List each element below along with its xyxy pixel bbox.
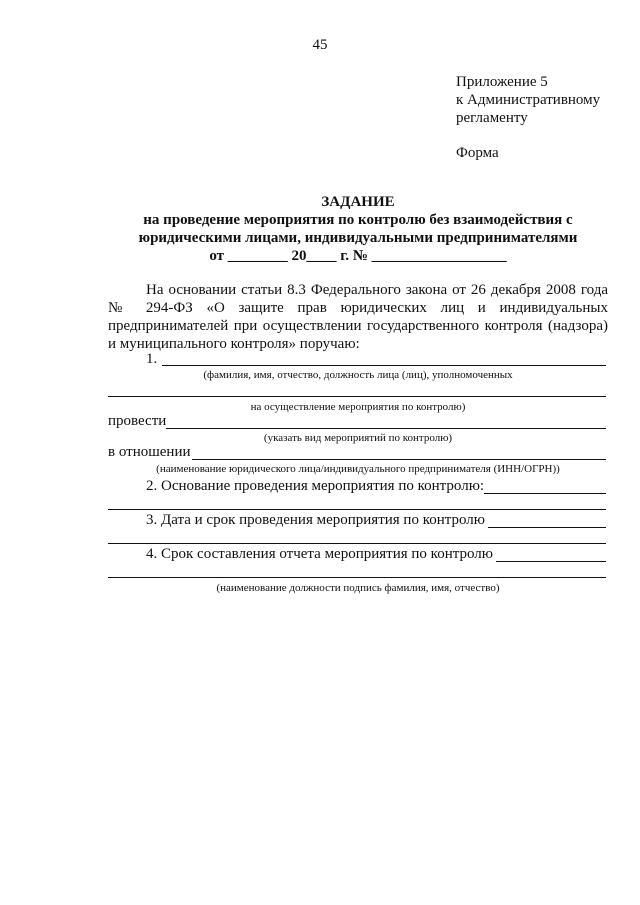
- item-2-label: 2. Основание проведения мероприятия по контролю:: [146, 478, 485, 494]
- item-1-field[interactable]: [162, 365, 606, 366]
- title-line-3: юридическими лицами, индивидуальными предпринимателями: [138, 230, 578, 246]
- basis-line-2: № 294-ФЗ «О защите прав юридических лиц и индивидуальных: [108, 300, 608, 316]
- item-4-label: 4. Срок составления отчета мероприятия по контролю: [146, 546, 493, 562]
- regarding-label: в отношении: [108, 444, 191, 460]
- conduct-label: провести: [108, 413, 167, 429]
- regarding-field[interactable]: [192, 459, 606, 460]
- conduct-field[interactable]: [166, 428, 606, 429]
- basis-line-3: предпринимателей при осуществлении государственного контроля (надзора): [108, 318, 608, 334]
- item-1-hint-3: (указать вид мероприятий по контролю): [263, 432, 453, 444]
- title-line-2: на проведение мероприятия по контролю без взаимодействия с: [143, 212, 573, 228]
- item-4-field[interactable]: [496, 561, 606, 562]
- item-2-field[interactable]: [484, 493, 606, 494]
- item-1-hint-1: (фамилия, имя, отчество, должность лица (лиц), уполномоченных: [203, 369, 513, 381]
- appendix-line-1: Приложение 5: [456, 74, 548, 90]
- item-1-field-2[interactable]: [108, 396, 606, 397]
- item-1-hint-2: на осуществление мероприятия по контролю): [250, 401, 466, 413]
- title-line-4: от ________ 20____ г. № __________________: [209, 248, 507, 264]
- title-line-1: ЗАДАНИЕ: [321, 194, 395, 210]
- basis-line-4: и муниципального контроля» поручаю:: [108, 336, 360, 352]
- appendix-line-3: регламенту: [456, 110, 528, 126]
- item-1-hint-4: (наименование юридического лица/индивидуального предпринимателя (ИНН/ОГРН)): [156, 463, 560, 475]
- item-2-field-2[interactable]: [108, 509, 606, 510]
- item-3-field-2[interactable]: [108, 543, 606, 544]
- appendix-line-2: к Административному: [456, 92, 601, 108]
- signature-field[interactable]: [108, 577, 606, 578]
- signature-hint: (наименование должности подпись фамилия, имя, отчество): [216, 582, 500, 594]
- page-number: 45: [312, 37, 328, 53]
- form-label: Форма: [456, 145, 499, 161]
- item-3-field[interactable]: [488, 527, 606, 528]
- item-1-number: 1.: [146, 351, 158, 367]
- document-title: [108, 193, 608, 265]
- basis-line-1: На основании статьи 8.3 Федерального закона от 26 декабря 2008 года: [146, 282, 608, 298]
- item-3-label: 3. Дата и срок проведения мероприятия по контролю: [146, 512, 485, 528]
- appendix-block: [456, 73, 600, 127]
